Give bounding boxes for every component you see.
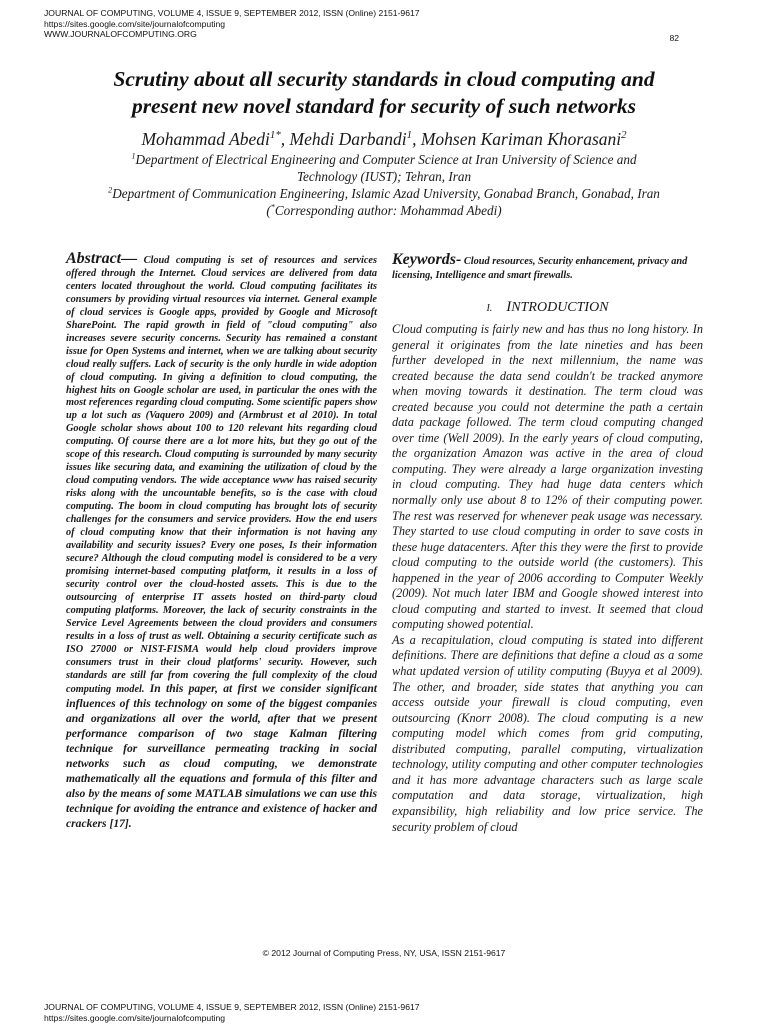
affiliation-1-cont: Technology (IUST); Tehran, Iran bbox=[296, 169, 472, 184]
author-affiliation-mark: 1 bbox=[406, 129, 413, 142]
title-line-2: present new novel standard for security of such networks bbox=[131, 94, 637, 118]
page-number: 82 bbox=[669, 33, 679, 43]
journal-website[interactable]: WWW.JOURNALOFCOMPUTING.ORG bbox=[44, 29, 197, 40]
author-name: Mehdi Darbandi bbox=[289, 129, 407, 149]
author-name: Mohsen Kariman Khorasani bbox=[420, 129, 622, 149]
section-title: NTRODUCTION bbox=[511, 300, 609, 315]
author-name: Mohammad Abedi bbox=[141, 129, 270, 149]
paper-title bbox=[20, 66, 748, 120]
author-separator: , bbox=[412, 129, 421, 149]
abstract-body: Cloud computing is set of resources and services offered through the Internet. Cloud services are delivered from data centers located throughout the world. Cloud computing facilitates its consumers by providing virtual resources via internet. General example of cloud services is Google apps, provided by Google and Microsoft SharePoint. The rapid growth in field of "cloud computing" also increases severe security concerns. Security has remained a constant issue for Open Systems and internet, when we are talking about security cloud really suffers. Lack of security is the only hurdle in wide adoption of cloud computing. In giving a definition to cloud computing, the highest hits on Google scholar are used, in particular the ones with the most references regarding cloud computing. Some scientific papers show up a lot such as (Vaquero 2009) and (Armbrust et al 2010). In total Google scholar shows about 100 to 120 relevant hits regarding cloud computing. Of course there are a lot more hits, but they go out of the scope of this research. Cloud computing is surrounded by many security issues like securing data, and examining the utilization of cloud by the cloud computing vendors. The wide acceptance www has raised security risks along with the uncountable benefits, so is the case with cloud computing. The boom in cloud computing has brought lots of security challenges for the consumers and service providers. How the end users of cloud computing know that their information is not having any availability and security issues? Every one poses, Is their information secure? Although the cloud computing model is considered to be a very promising internet-based computing platform, it results in a loss of security control over the cloud-hosted assets. This is due to the outsourcing of enterprise IT assets hosted on third-party cloud computing platforms. Moreover, the lack of security constraints in the Service Level Agreements between the cloud providers and consumers results in a loss of trust as well. Obtaining a security certificate such as ISO 27000 or NIST-FISMA would help cloud providers improve consumers trust in their cloud platforms' security. However, such standards are still far from covering the full complexity of the cloud computing model. bbox=[66, 255, 377, 696]
author-affiliation-mark: 1* bbox=[269, 129, 281, 142]
author-separator: , bbox=[280, 129, 290, 149]
author-list bbox=[20, 128, 748, 150]
keywords bbox=[392, 253, 703, 283]
paragraph: As a recapitulation, cloud computing is stated into different definitions. There are definitions that define a cloud as a some what updated version of utility computing (Buyya et al 2009). The other, and broader, side states that anything you can access outside your firewall is cloud computing, even outsourcing (Knorr 2008). The cloud computing is a new computing model which comes from grid computing, distributed computing, parallel computing, virtualization technology, utility computing and other computer technologies and it has more advantage characters such as large scale computation and data storage, virtualization, high expansibility, high reliability and low price service. The security problem of cloud bbox=[392, 632, 703, 834]
paragraph: Cloud computing is fairly new and has thus no long history. In general it originates from the late nineties and has been further developed in the next millennium, the name was created because the data send couldn't be tracked anymore when moving towards it destination. The term cloud was created because you could not determine the path a certain data package followed. The term cloud computing changed over time (Well 2009). In the early years of cloud computing, the organization Amazon was active in the area of cloud computing. They were already a large organization investing in cloud computing. They had huge data centers which normally only use about 8 to 12% of their computing power. The rest was reserved for whenever peak usage was necessary. They started to use cloud computing in order to save costs in these huge datacenters. After this they were the first to provide cloud computing to the outside world (the customers). This happened in the year of 2006 according to Computer Weekly (2009). Not much later IBM and Google showed interest into cloud computing and started to invest. It seemed that cloud computing showed potential. bbox=[392, 322, 703, 632]
section-heading bbox=[392, 299, 703, 316]
site-link[interactable]: https://sites.google.com/site/journalofcomputing bbox=[44, 18, 226, 29]
affiliation-mark: 1 bbox=[131, 151, 136, 161]
section-title-initial: I bbox=[506, 299, 512, 315]
section-number: I. bbox=[486, 303, 493, 314]
corresponding-mark: * bbox=[270, 202, 275, 212]
keywords-heading: Keywords- bbox=[392, 251, 462, 268]
abstract bbox=[66, 250, 377, 832]
affiliation-1: $^1$Department of Electrical Engineering and Computer Science at Iran University of Science and bbox=[131, 151, 637, 167]
keywords-text: Cloud resources, Security enhancement, privacy and licensing, Intelligence and smart firewalls. bbox=[392, 256, 688, 281]
next-page-header bbox=[44, 1002, 684, 1023]
journal-info: JOURNAL OF COMPUTING, VOLUME 4, ISSUE 9, SEPTEMBER 2012, ISSN (Online) 2151-9617 bbox=[44, 1002, 420, 1012]
abstract-heading: Abstract— bbox=[66, 250, 138, 267]
author-affiliation-mark: 2 bbox=[621, 129, 627, 142]
journal-info: JOURNAL OF COMPUTING, VOLUME 4, ISSUE 9, SEPTEMBER 2012, ISSN (Online) 2151-9617 bbox=[44, 8, 420, 18]
corresponding-author: (*Corresponding author: Mohammad Abedi) bbox=[266, 202, 502, 218]
abstract-closing: In this paper, at first we consider significant influences of this technology on some of the biggest companies and organizations all over the world, after that we present performance comparison of two stage Kalman filtering technique for surveillance permeating tracking in social networks such as cloud computing, we demonstrate mathematically all the equations and formula of this filter and also by the means of some MATLAB simulations we can use this technique for avoiding the entrance and existence of hacker and crackers [17]. bbox=[66, 682, 377, 831]
affiliation-mark: 2 bbox=[108, 185, 113, 195]
affiliations bbox=[24, 151, 744, 219]
title-line-1: Scrutiny about all security standards in cloud computing and bbox=[113, 67, 655, 91]
introduction-body bbox=[392, 322, 703, 835]
site-link[interactable]: https://sites.google.com/site/journalofcomputing bbox=[44, 1012, 226, 1023]
running-header bbox=[44, 8, 684, 40]
affiliation-2: $^2$Department of Communication Engineering, Islamic Azad University, Gonabad Branch, Gonabad, Iran bbox=[108, 185, 660, 201]
copyright-footer: © 2012 Journal of Computing Press, NY, USA, ISSN 2151-9617 bbox=[262, 948, 506, 958]
